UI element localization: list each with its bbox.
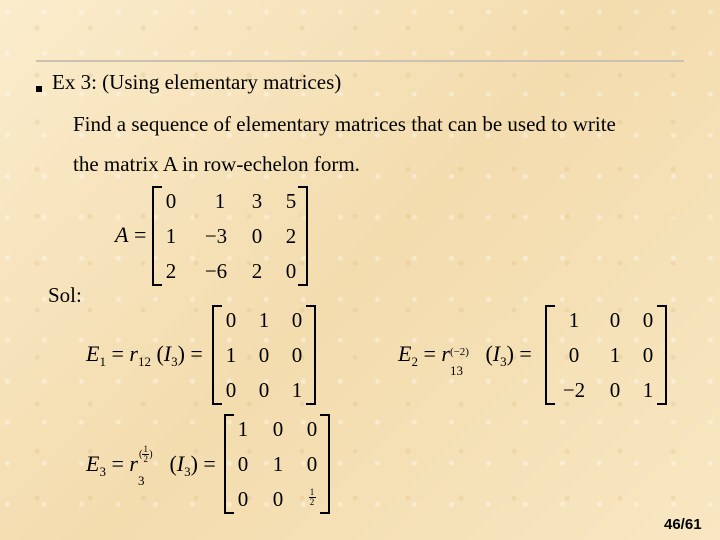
matrix-cell: 0 [642,308,654,332]
matrix-cell: 0 [237,487,249,511]
matrix-cell: 0 [291,308,303,332]
example-number: Ex 3: [52,70,97,94]
matrix-cell: 5 [285,189,297,213]
matrix-A-label: A = [115,222,147,247]
matrix-cell: 2 [285,224,297,248]
matrix-cell: 0 [642,343,654,367]
matrix-cell-fraction: 1 2 [309,487,315,507]
matrix-cell: 1 [214,189,226,213]
E3-equation: $E_3 = r$ ( $\frac{1}{2}$ ) 3 $(I_3)$ = [86,444,216,488]
matrix-cell: 0 [165,189,177,213]
matrix-cell: −6 [204,259,228,283]
example-title [52,70,341,95]
solution-label: Sol: [48,283,82,307]
matrix-cell: 1 [258,308,270,332]
matrix-E1 [212,305,316,405]
matrix-cell: 1 [609,343,621,367]
matrix-cell: 0 [306,417,318,441]
matrix-cell: 0 [258,378,270,402]
matrix-cell: 0 [568,343,580,367]
problem-line-1: Find a sequence of elementary matrices that can be used to write [73,112,616,136]
matrix-cell: 1 [225,343,237,367]
matrix-cell: 1 [237,417,249,441]
header-divider [36,60,684,62]
matrix-cell: 1 [642,378,654,402]
matrix-cell: 1 [165,224,177,248]
matrix-cell: 0 [272,417,284,441]
matrix-cell: 1 [568,308,580,332]
matrix-cell: 1 [272,452,284,476]
E2-equation: $E_2 = r$ (−2) 13 $(I_3)$ = [398,341,532,378]
matrix-cell: 3 [251,189,263,213]
matrix-cell: 2 [251,259,263,283]
matrix-cell: 0 [609,308,621,332]
bullet-square-icon [36,86,42,92]
matrix-cell: 0 [609,378,621,402]
problem-line-2: the matrix A in row-echelon form. [73,152,360,176]
E1-equation: $E_1 = r_{12}$ $(I_3)$ = [86,341,203,369]
matrix-cell: 0 [225,308,237,332]
matrix-cell: 0 [285,259,297,283]
matrix-cell: 0 [225,378,237,402]
matrix-E2 [545,305,667,405]
matrix-cell: 0 [258,343,270,367]
matrix-cell: 0 [272,487,284,511]
matrix-cell: 0 [237,452,249,476]
matrix-cell: 2 [165,259,177,283]
matrix-E3 [224,414,330,514]
matrix-cell: 0 [306,452,318,476]
matrix-A [152,186,308,286]
matrix-cell: 0 [291,343,303,367]
matrix-cell: 1 [291,378,303,402]
matrix-cell: 0 [251,224,263,248]
matrix-cell: −3 [204,224,228,248]
matrix-cell: −2 [562,378,586,402]
page-number: 46/61 [664,516,702,533]
example-subtitle: (Using elementary matrices) [102,70,342,94]
